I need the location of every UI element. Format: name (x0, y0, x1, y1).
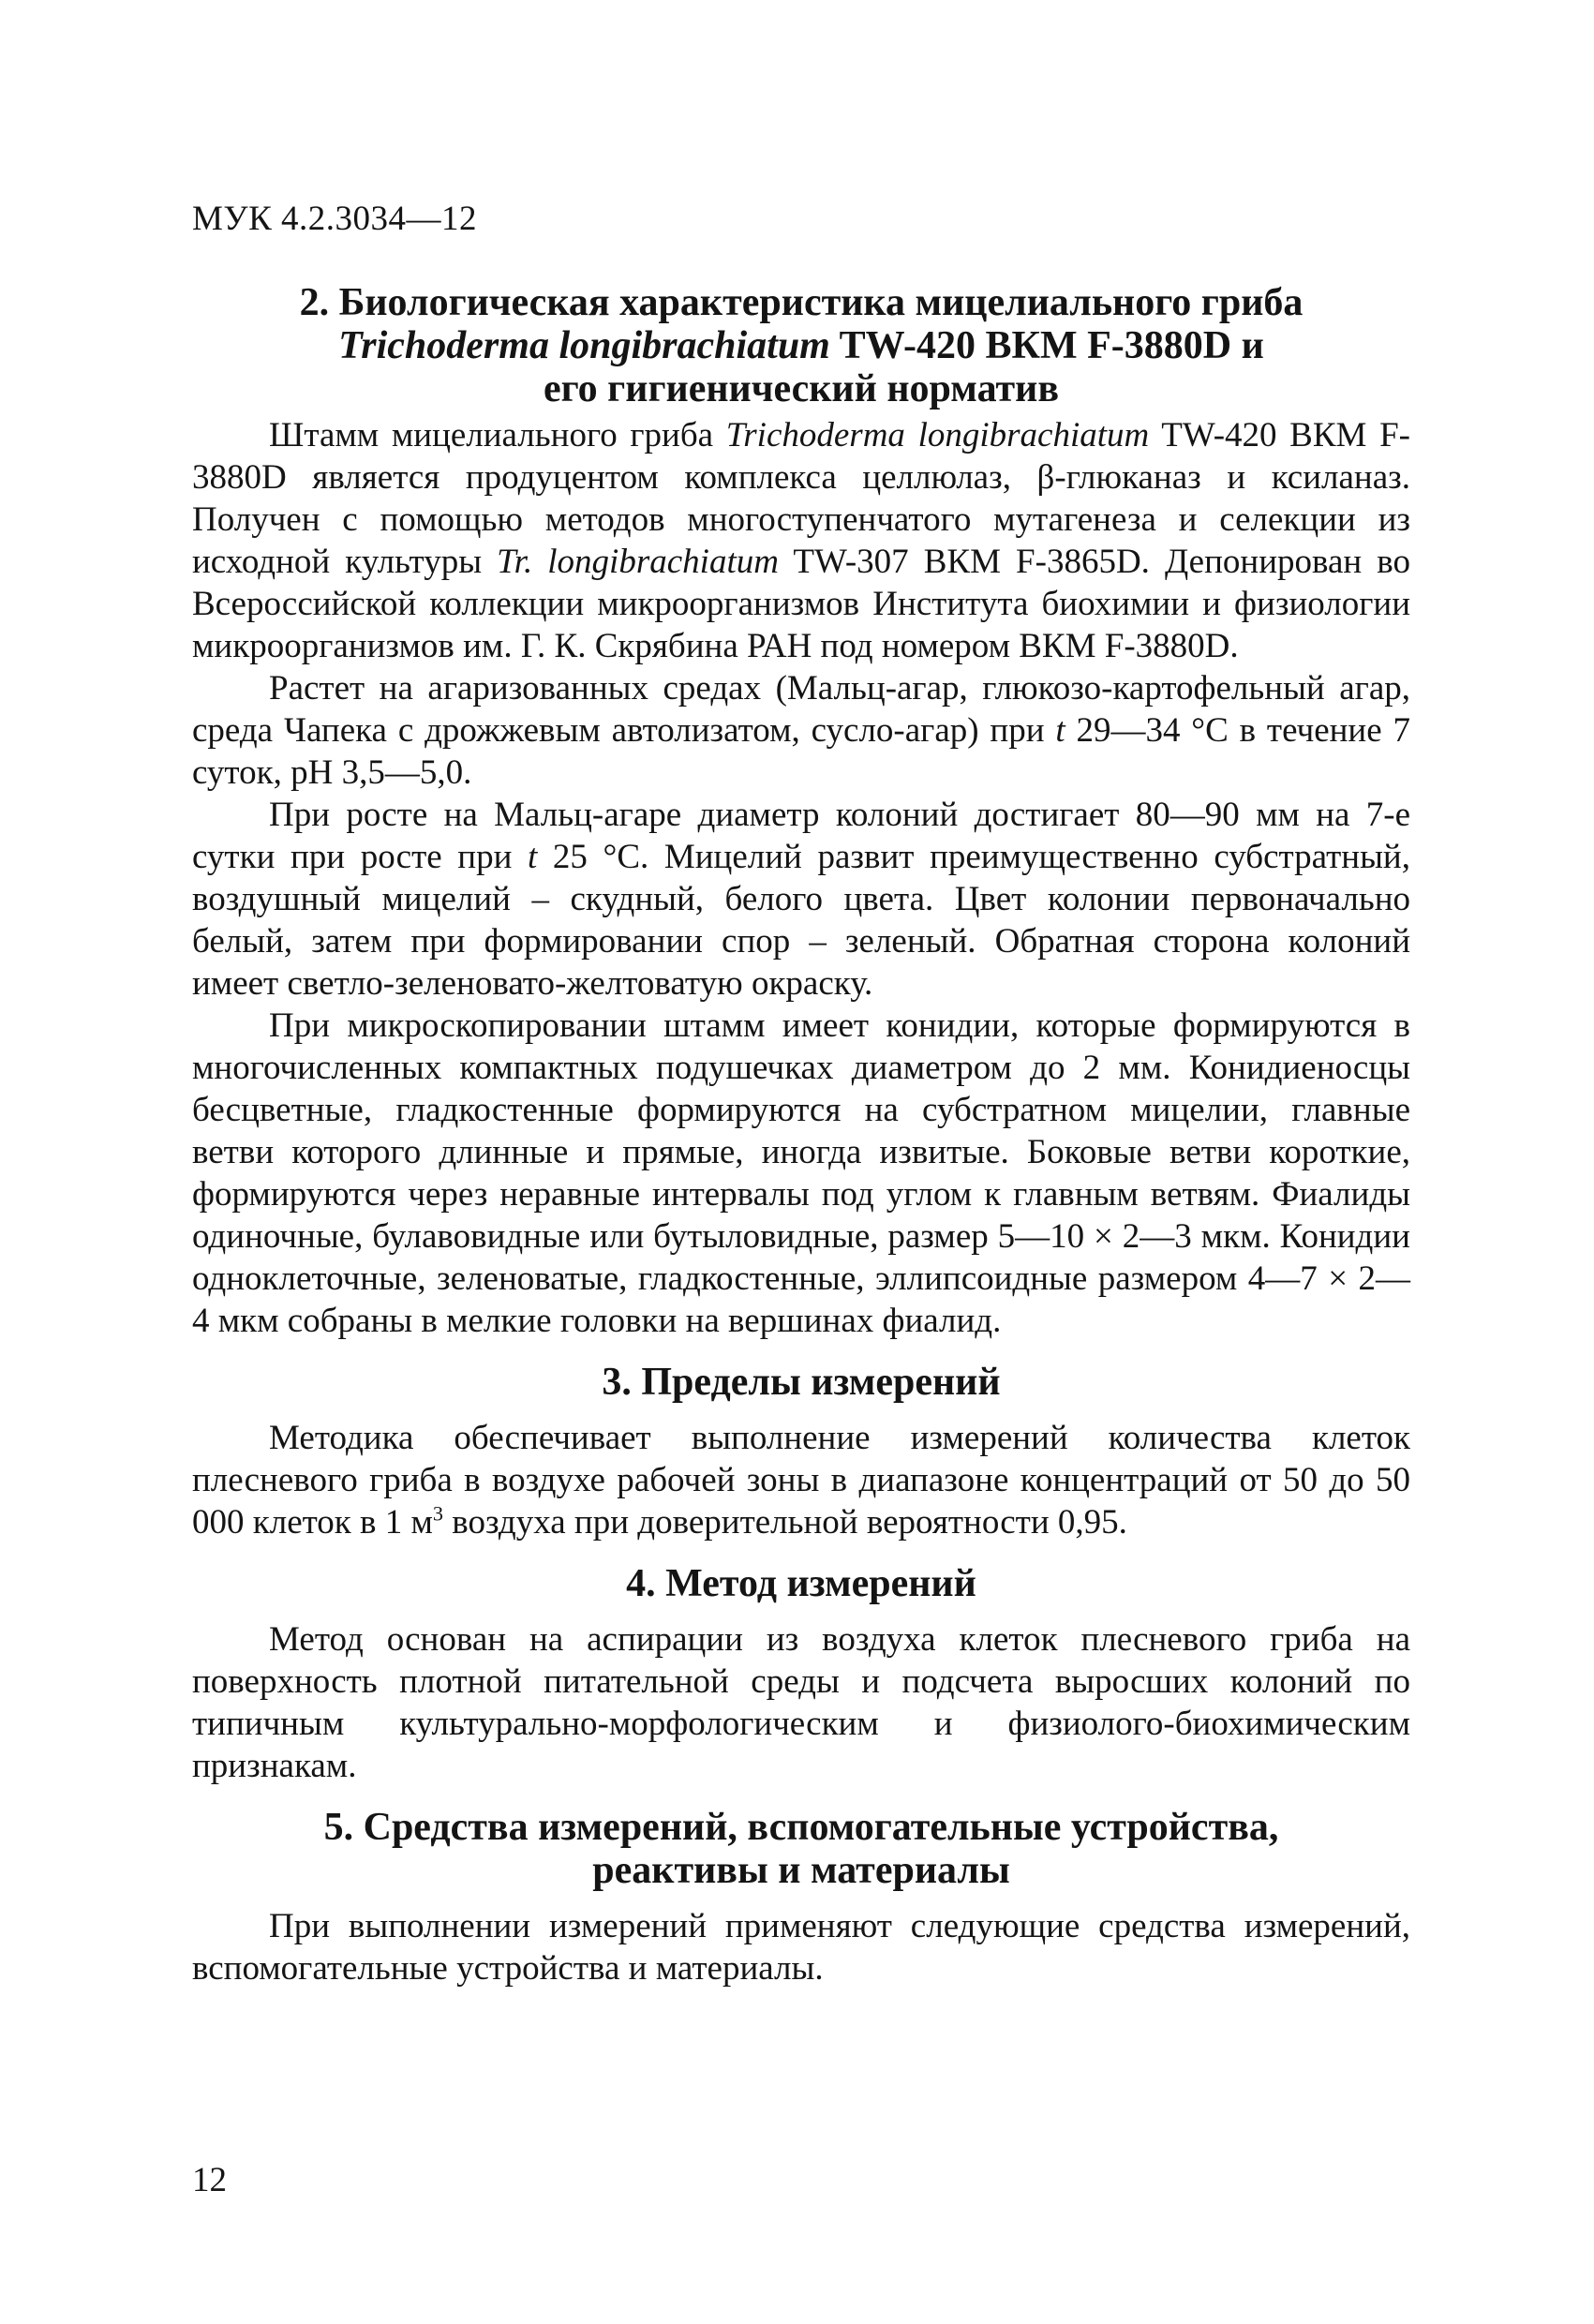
superscript: 3 (432, 1501, 443, 1526)
temperature-symbol: t (1055, 711, 1065, 750)
section-3-heading: 3. Пределы измерений (602, 1361, 1001, 1404)
section-4-heading: 4. Метод измерений (626, 1562, 976, 1605)
section-5-paragraph-1: При выполнении измерений применяют следующие средства измерений, вспомогательные устройства и материалы. (192, 1907, 1410, 1988)
section-2-title-line2 (192, 324, 1410, 367)
section-5-title-line1: 5. Средства измерений, вспомогательные устройства, (323, 1806, 1279, 1849)
paragraph-text: Растет на агаризованных средах (Мальц-агар, глюкозо-картофельный агар, среда Чапека с дрожжевым автолизатом, сусло-агар) при (192, 669, 1410, 750)
section-2-title-line1: 2. Биологическая характеристика мицелиального гриба (299, 281, 1304, 324)
species-name: Trichoderma longibrachiatum (725, 416, 1150, 454)
paragraph-text: TW-420 ВКМ F-3880D является продуцентом комплекса целлюлаз, β-глюканаз и ксиланаз. Получен с помощью методов многоступенчатого мутагенеза и селекции из исходной культуры (192, 416, 1410, 581)
section-2-paragraph-4: При микроскопировании штамм имеет конидии, которые формируются в многочисленных компактных подушечках диаметром до 2 мм. Конидиеносцы бесцветные, гладкостенные формируются на субстратном мицелии, главные ветви которого длинные и прямые, иногда извитые. Боковые ветви короткие, формируются через неравные интервалы под углом к главным ветвям. Фиалиды одиночные, булавовидные или бутыловидные, размер 5—10 × 2—3 мкм. Конидии одноклеточные, зеленоватые, гладкостенные, эллипсоидные размером 4—7 × 2—4 мкм собраны в мелкие головки на вершинах фиалид. (192, 1006, 1410, 1340)
section-5-heading (192, 1806, 1410, 1892)
species-name: Tr. longibrachiatum (497, 543, 779, 581)
section-3-paragraph-1 (192, 1417, 1410, 1543)
page-number: 12 (192, 2161, 227, 2199)
paragraph-text: Методика обеспечивает выполнение измерений количества клеток плесневого гриба в воздухе рабочей зоны в диапазоне концентраций от 50 до 50 000 клеток в 1 м (192, 1419, 1410, 1542)
document-body (192, 281, 1410, 1989)
paragraph-text: воздуха при доверительной вероятности 0,95. (443, 1503, 1127, 1542)
section-2-title-strain: TW-420 ВКМ F-3880D и (829, 324, 1264, 367)
section-2-title-species: Trichoderma longibrachiatum (338, 324, 830, 367)
paragraph-text: 25 °С. Мицелий развит преимущественно субстратный, воздушный мицелий – скудный, белого цвета. Цвет колонии первоначально белый, затем при формировании спор – зеленый. Обратная сторона колоний имеет светло-зеленовато-желтоватую окраску. (192, 838, 1410, 1003)
paragraph-text: 29—34 °С в течение 7 суток, рН 3,5—5,0. (192, 711, 1410, 792)
section-5-title-line2: реактивы и материалы (592, 1849, 1010, 1892)
section-2-paragraph-2 (192, 667, 1410, 794)
paragraph-text: Штамм мицелиального гриба (269, 416, 726, 454)
section-2-paragraph-1 (192, 414, 1410, 667)
paragraph-text: TW-307 ВКМ F-3865D. Депонирован во Всероссийской коллекции микроорганизмов Института биохимии и физиологии микроорганизмов им. Г. К. Скрябина РАН под номером ВКМ F-3880D. (192, 543, 1411, 665)
document-code: МУК 4.2.3034—12 (192, 200, 478, 238)
paragraph-text: При росте на Мальц-агаре диаметр колоний достигает 80—90 мм на 7-е сутки при росте при (192, 796, 1410, 876)
section-4-paragraph-1: Метод основан на аспирации из воздуха клеток плесневого гриба на поверхность плотной питательной среды и подсчета выросших колоний по типичным культурально-морфологическим и физиолого-биохимическим признакам. (192, 1620, 1410, 1785)
section-2-title-line3: его гигиенический норматив (544, 367, 1059, 410)
temperature-symbol: t (528, 838, 538, 876)
section-2-paragraph-3 (192, 794, 1410, 1005)
section-2-heading (192, 281, 1410, 410)
